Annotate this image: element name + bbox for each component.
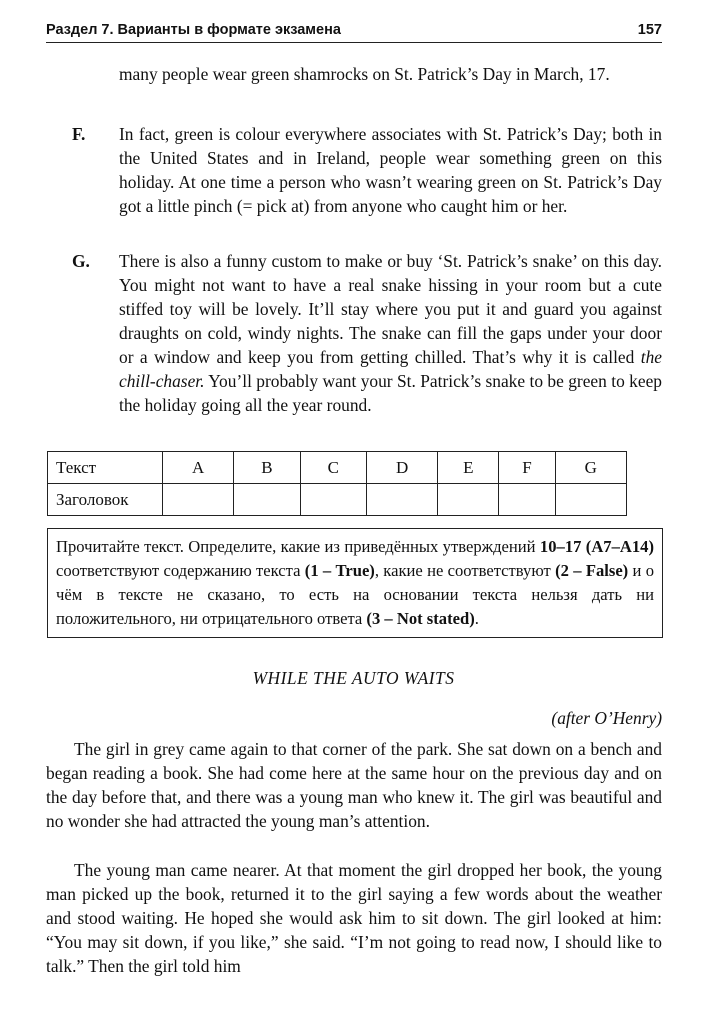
answer-cell (438, 484, 499, 516)
paragraph-letter: G. (72, 251, 90, 271)
paragraph-letter: F. (72, 124, 86, 144)
table-row (48, 484, 627, 516)
letter-cell: E (438, 452, 499, 484)
instr-bold: (3 – Not stated) (366, 609, 475, 628)
text-segment: You’ll probably want your St. Patrick’s snake to be green to keep the holiday going all the year round. (119, 371, 662, 415)
letter-cell: B (234, 452, 300, 484)
answer-cell (234, 484, 300, 516)
instr-bold: (1 – True) (304, 561, 375, 580)
answer-cell (300, 484, 366, 516)
paragraph-text (119, 249, 662, 417)
instr-text: и о чём в тексте не сказано, то есть на основании текста нельзя дать ни положительного, ни отрицательного ответа (56, 561, 654, 628)
table-row (48, 452, 627, 484)
story-author: (after O’Henry) (551, 708, 662, 728)
row-label-heading: Заголовок (48, 484, 163, 516)
letter-cell: C (300, 452, 366, 484)
letter-cell: G (555, 452, 626, 484)
instr-text: Прочитайте текст. Определите, какие из приведённых утверждений (56, 537, 540, 556)
instruction-box (47, 528, 663, 638)
answer-cell (499, 484, 555, 516)
instr-text: , какие не соответствуют (374, 561, 556, 580)
letter-cell: D (366, 452, 437, 484)
answer-cell (366, 484, 437, 516)
letter-cell: F (499, 452, 555, 484)
letter-cell: A (163, 452, 234, 484)
instr-bold: 10–17 (A7–A14) (539, 537, 654, 556)
section-title: Раздел 7. Варианты в формате экзамена (46, 22, 341, 38)
running-header (46, 20, 662, 43)
instr-text: соответствуют содержанию текста (56, 561, 305, 580)
page-number: 157 (637, 22, 662, 38)
answer-cell (163, 484, 234, 516)
story-title: WHILE THE AUTO WAITS (252, 668, 455, 688)
paragraph-text: In fact, green is colour everywhere associates with St. Patrick’s Day; both in the United States and in Ireland, people wear something green on this holiday. At one time a person who wasn’t wearing green on St. Patrick’s Day got a little pinch (= pick at) from anyone who caught him or her. (119, 124, 662, 216)
story-paragraph: The young man came nearer. At that moment the girl dropped her book, the young man picked up the book, returned it to the girl saying a few words about the weather and stood waiting. He hoped she would ask him to sit down. The girl looked at him: “You may sit down, if you like,” she said. “I’m not going to read now, I should like to talk.” Then the girl told him (46, 860, 662, 976)
continued-paragraph: many people wear green shamrocks on St. Patrick’s Day in March, 17. (119, 64, 610, 84)
instr-text: . (474, 609, 479, 628)
story-paragraph: The girl in grey came again to that corner of the park. She sat down on a bench and began reading a book. She had come here at the same hour on the previous day and on the day before that, and there was a young man who knew it. The girl was beautiful and no wonder she had attracted the young man’s attention. (46, 739, 662, 831)
text-segment: There is also a funny custom to make or buy ‘St. Patrick’s snake’ on this day. You might not want to have a real snake hissing in your room but a cute stiffed toy will be lovely. It’ll stay where you put it and guard you against draughts on cold, windy nights. The snake can fill the gaps under your door or a window and keep you from getting chilled. That’s why it is called (119, 251, 662, 367)
row-label-text: Текст (48, 452, 163, 484)
answer-table (47, 451, 627, 516)
italic-term: the chill-chaser. (119, 347, 662, 391)
answer-cell (555, 484, 626, 516)
instr-bold: (2 – False) (555, 561, 629, 580)
